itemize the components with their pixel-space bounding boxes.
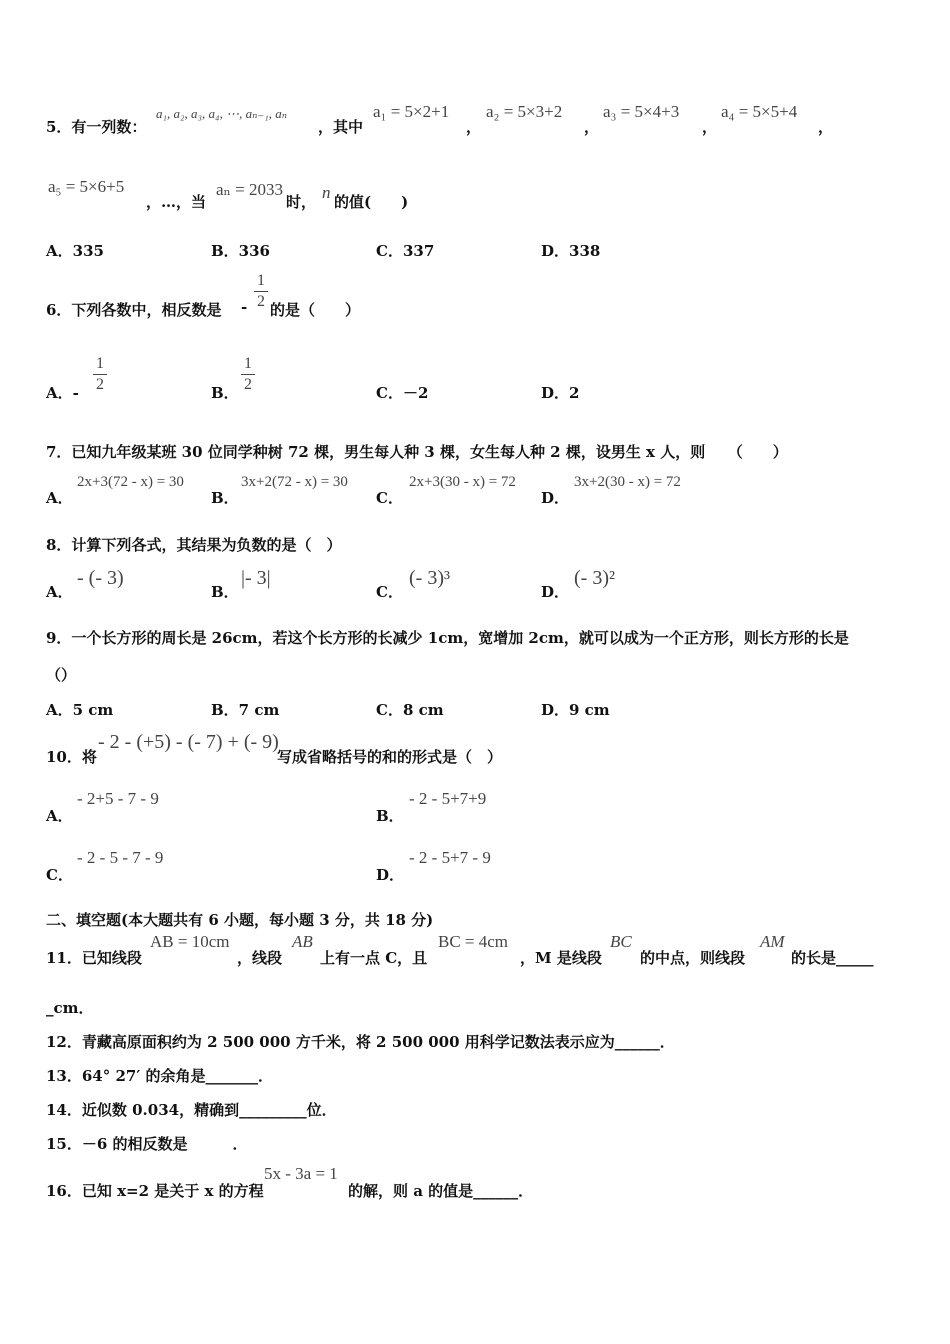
q8-option-a-expr: - (- 3) bbox=[77, 567, 124, 589]
q10-option-d-label[interactable]: D． bbox=[376, 866, 405, 884]
q11-am: AM bbox=[760, 932, 785, 951]
q8-option-a-label[interactable]: A． bbox=[46, 583, 73, 601]
q6-minus: - bbox=[241, 298, 248, 316]
q7-option-c-expr: 2x+3(30 - x) = 72 bbox=[409, 474, 516, 490]
q6-option-a-fraction bbox=[93, 355, 107, 394]
q5-comma-4: ， bbox=[818, 118, 834, 136]
q12-question: 12．青藏高原面积约为 2 500 000 方千米，将 2 500 000 用科学记数法表示应为______． bbox=[46, 1033, 675, 1051]
q11-ab: AB bbox=[292, 932, 313, 951]
q11-bc-length: BC = 4cm bbox=[438, 932, 509, 951]
q8-option-d-label[interactable]: D． bbox=[541, 583, 570, 601]
q11-p1: 11．已知线段 bbox=[46, 949, 142, 967]
q6-option-a[interactable] bbox=[46, 382, 79, 403]
q5-comma-1: ， bbox=[466, 118, 482, 136]
q5-a4: a₄ = 5×5+4 bbox=[721, 102, 798, 121]
q10-option-b-label[interactable]: B． bbox=[376, 807, 404, 825]
q5-a5: a₅ = 5×6+5 bbox=[48, 177, 125, 196]
q6-option-b-den: 2 bbox=[244, 376, 252, 393]
q5-comma-3: ， bbox=[702, 118, 718, 136]
q6-option-a-num: 1 bbox=[96, 355, 104, 372]
q15-question: 15．－6 的相反数是 ． bbox=[46, 1135, 248, 1153]
q10-prefix: 10．将 bbox=[46, 748, 97, 766]
q5-n: n bbox=[322, 183, 331, 202]
q8-option-c-label[interactable]: C． bbox=[376, 583, 403, 601]
fraction-bar bbox=[241, 374, 255, 375]
q6-tail: 的是（ ） bbox=[270, 301, 361, 319]
q9-option-b[interactable]: B．7 cm bbox=[211, 701, 280, 719]
q5-an: aₙ = 2033 bbox=[216, 180, 283, 199]
q8-option-b-label[interactable]: B． bbox=[211, 583, 239, 601]
q6-option-c[interactable]: C．－2 bbox=[376, 384, 429, 402]
q5-sequence: a₁, a₂, a₃, a₄, ⋯, aₙ₋₁, aₙ bbox=[156, 106, 287, 121]
q6-denominator: 2 bbox=[257, 293, 265, 310]
q5-option-b[interactable]: B．336 bbox=[211, 242, 270, 260]
q8-option-c-expr: (- 3)³ bbox=[409, 567, 450, 589]
q5-option-c[interactable]: C．337 bbox=[376, 242, 435, 260]
q10-option-b-expr: - 2 - 5+7+9 bbox=[409, 789, 487, 808]
q9-option-d[interactable]: D．9 cm bbox=[541, 701, 610, 719]
q5-dots: ，…，当 bbox=[146, 193, 207, 211]
q5-option-a[interactable]: A．335 bbox=[46, 242, 104, 260]
q8-option-d-expr: (- 3)² bbox=[574, 567, 615, 589]
q10-expression: - 2 - (+5) - (- 7) + (- 9) bbox=[98, 731, 279, 753]
q6-fraction bbox=[254, 272, 268, 311]
q5-comma-2: ， bbox=[584, 118, 600, 136]
q7-option-b-label[interactable]: B． bbox=[211, 489, 239, 507]
q9-paren: （） bbox=[46, 666, 77, 684]
fraction-bar bbox=[93, 374, 107, 375]
q9-option-a[interactable]: A．5 cm bbox=[46, 701, 114, 719]
q6-option-b-fraction bbox=[241, 355, 255, 394]
q11-p4: ，M 是线段 bbox=[520, 949, 602, 967]
q6-prefix: 6．下列各数中，相反数是 bbox=[46, 301, 222, 319]
section-2-heading: 二、填空题(本大题共有 6 小题，每小题 3 分，共 18 分) bbox=[46, 911, 434, 929]
q5-a3: a₃ = 5×4+3 bbox=[603, 102, 680, 121]
q6-option-d[interactable]: D．2 bbox=[541, 384, 580, 402]
q10-tail: 写成省略括号的和的形式是（ ） bbox=[277, 748, 503, 766]
q10-option-c-expr: - 2 - 5 - 7 - 9 bbox=[77, 848, 164, 867]
q11-bc: BC bbox=[610, 932, 632, 951]
q7-option-d-label[interactable]: D． bbox=[541, 489, 570, 507]
q10-option-a-expr: - 2+5 - 7 - 9 bbox=[77, 789, 159, 808]
q11-ab-length: AB = 10cm bbox=[150, 932, 230, 951]
q7-question: 7．已知九年级某班 30 位同学种树 72 棵，男生每人种 3 棵，女生每人种 2 棵，设男生 x 人，则 （ ） bbox=[46, 443, 788, 461]
q10-option-a-label[interactable]: A． bbox=[46, 807, 73, 825]
q11-line2: _cm． bbox=[46, 999, 94, 1017]
q7-option-c-label[interactable]: C． bbox=[376, 489, 403, 507]
q10-option-c-label[interactable]: C． bbox=[46, 866, 73, 884]
q5-when: 时， bbox=[286, 193, 317, 211]
q11-p2: ，线段 bbox=[237, 949, 283, 967]
q7-option-a-label[interactable]: A． bbox=[46, 489, 73, 507]
q6-option-a-label: A． bbox=[46, 384, 73, 402]
q11-p3: 上有一点 C，且 bbox=[320, 949, 428, 967]
q7-option-d-expr: 3x+2(30 - x) = 72 bbox=[574, 474, 681, 490]
q5-mid: ，其中 bbox=[318, 118, 364, 136]
q13-question: 13．64° 27′ 的余角是_______． bbox=[46, 1067, 274, 1085]
q6-option-b-num: 1 bbox=[244, 355, 252, 372]
q8-question: 8．计算下列各式，其结果为负数的是（ ） bbox=[46, 536, 342, 554]
q7-option-b-expr: 3x+2(72 - x) = 30 bbox=[241, 474, 348, 490]
q6-option-a-den: 2 bbox=[96, 376, 104, 393]
q6-numerator: 1 bbox=[257, 272, 265, 289]
q6-option-b[interactable]: B． bbox=[211, 384, 239, 402]
q14-question: 14．近似数 0.034，精确到_________位． bbox=[46, 1101, 337, 1119]
q9-option-c[interactable]: C．8 cm bbox=[376, 701, 444, 719]
q5-prefix: 5．有一列数： bbox=[46, 118, 147, 136]
q5-a2: a₂ = 5×3+2 bbox=[486, 102, 563, 121]
q11-p6: 的长是_____ bbox=[791, 949, 874, 967]
q5-a1: a₁ = 5×2+1 bbox=[373, 102, 450, 121]
q16-p1: 16．已知 x=2 是关于 x 的方程 bbox=[46, 1182, 264, 1200]
q16-p2: 的解，则 a 的值是______． bbox=[348, 1182, 534, 1200]
q16-equation: 5x - 3a = 1 bbox=[264, 1164, 338, 1183]
q8-option-b-expr: |- 3| bbox=[241, 567, 271, 589]
q5-tail: 的值( ) bbox=[334, 193, 409, 211]
q6-option-a-sign: - bbox=[72, 384, 79, 402]
fraction-bar bbox=[254, 291, 268, 292]
q5-option-d[interactable]: D．338 bbox=[541, 242, 601, 260]
q7-option-a-expr: 2x+3(72 - x) = 30 bbox=[77, 474, 184, 490]
q10-option-d-expr: - 2 - 5+7 - 9 bbox=[409, 848, 491, 867]
q9-question: 9．一个长方形的周长是 26cm，若这个长方形的长减少 1cm，宽增加 2cm，就可以成为一个正方形，则长方形的长是 bbox=[46, 629, 849, 647]
q11-p5: 的中点，则线段 bbox=[640, 949, 746, 967]
